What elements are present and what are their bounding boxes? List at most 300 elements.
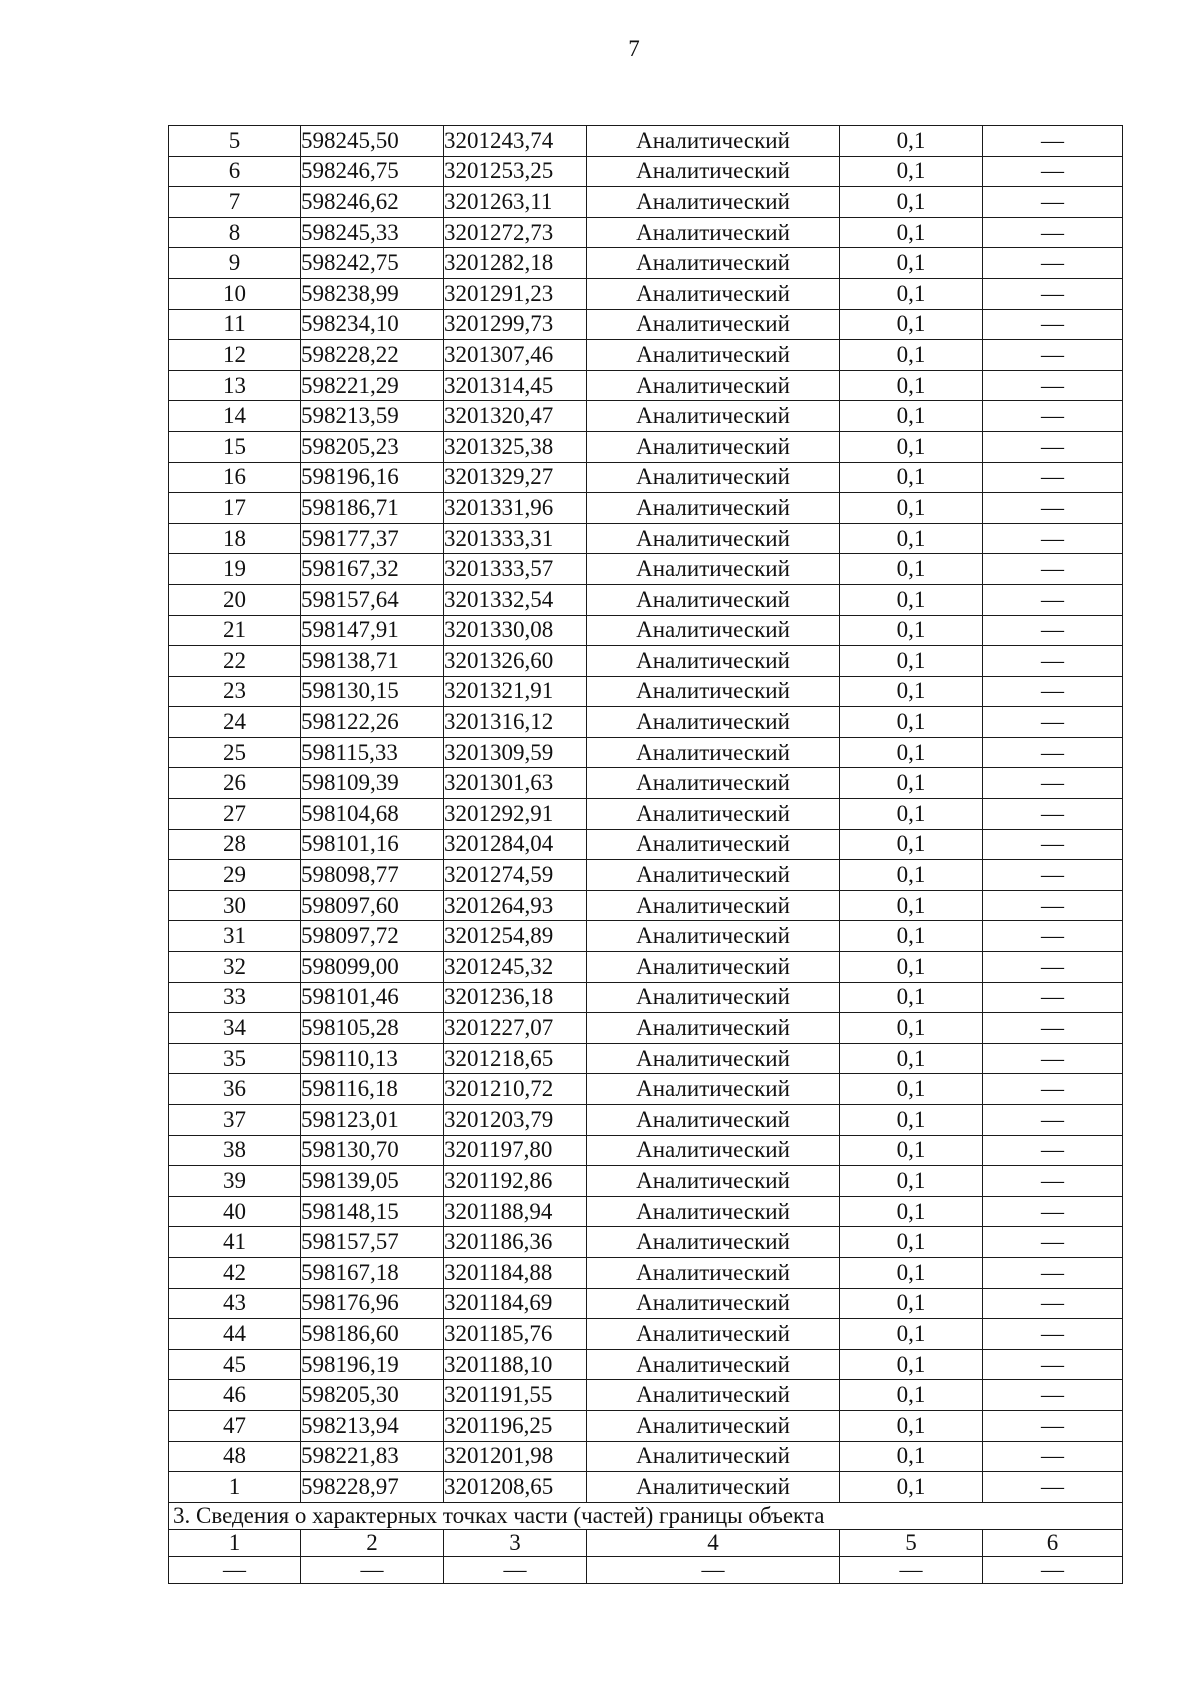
precision-cell: 0,1 [840,1013,983,1044]
precision-cell: 0,1 [840,156,983,187]
point-number-cell: 43 [169,1288,301,1319]
description-cell: — [983,1380,1123,1411]
table-row [169,187,1123,218]
coord-x-cell: 598245,33 [301,217,444,248]
method-cell: Аналитический [587,646,840,677]
table-row [169,1441,1123,1472]
point-number-cell: 38 [169,1135,301,1166]
method-cell: Аналитический [587,1288,840,1319]
table-row [169,370,1123,401]
point-number-cell: 35 [169,1043,301,1074]
coord-x-cell: 598242,75 [301,248,444,279]
description-cell: — [983,248,1123,279]
precision-cell: 0,1 [840,1135,983,1166]
description-cell: — [983,1410,1123,1441]
coord-x-cell: 598101,46 [301,982,444,1013]
coord-x-cell: 598130,15 [301,676,444,707]
table-row [169,1227,1123,1258]
table-row [169,1105,1123,1136]
description-cell: — [983,829,1123,860]
method-cell: Аналитический [587,126,840,157]
description-cell: — [983,768,1123,799]
table-row [169,523,1123,554]
coord-y-cell: 3201196,25 [444,1410,587,1441]
description-cell: — [983,1013,1123,1044]
coord-y-cell: 3201188,10 [444,1349,587,1380]
description-cell: — [983,431,1123,462]
coord-x-cell: 598098,77 [301,860,444,891]
description-cell: — [983,126,1123,157]
coord-y-cell: 3201218,65 [444,1043,587,1074]
coord-y-cell: 3201333,57 [444,554,587,585]
description-cell: — [983,584,1123,615]
coord-y-cell: 3201197,80 [444,1135,587,1166]
method-cell: Аналитический [587,799,840,830]
coord-x-cell: 598205,23 [301,431,444,462]
coord-y-cell: 3201332,54 [444,584,587,615]
description-cell: — [983,554,1123,585]
table-row [169,1135,1123,1166]
table-row [169,768,1123,799]
method-cell: Аналитический [587,370,840,401]
header-cell-5: 5 [840,1529,983,1556]
coord-y-cell: 3201326,60 [444,646,587,677]
description-cell: — [983,401,1123,432]
table-row [169,1013,1123,1044]
coord-x-cell: 598228,22 [301,340,444,371]
precision-cell: 0,1 [840,707,983,738]
coord-y-cell: 3201203,79 [444,1105,587,1136]
point-number-cell: 13 [169,370,301,401]
method-cell: Аналитический [587,1227,840,1258]
coord-y-cell: 3201325,38 [444,431,587,462]
table-row [169,890,1123,921]
description-cell: — [983,493,1123,524]
table-row [169,982,1123,1013]
coord-x-cell: 598213,94 [301,1410,444,1441]
coord-y-cell: 3201284,04 [444,829,587,860]
method-cell: Аналитический [587,1043,840,1074]
point-number-cell: 19 [169,554,301,585]
precision-cell: 0,1 [840,921,983,952]
method-cell: Аналитический [587,493,840,524]
description-cell: — [983,278,1123,309]
precision-cell: 0,1 [840,278,983,309]
precision-cell: 0,1 [840,799,983,830]
description-cell: — [983,187,1123,218]
precision-cell: 0,1 [840,584,983,615]
coord-y-cell: 3201227,07 [444,1013,587,1044]
coord-x-cell: 598196,19 [301,1349,444,1380]
table-row [169,707,1123,738]
coord-y-cell: 3201292,91 [444,799,587,830]
precision-cell: 0,1 [840,676,983,707]
coord-x-cell: 598177,37 [301,523,444,554]
description-cell: — [983,952,1123,983]
description-cell: — [983,1227,1123,1258]
precision-cell: 0,1 [840,1105,983,1136]
point-number-cell: 47 [169,1410,301,1441]
coord-y-cell: 3201272,73 [444,217,587,248]
header-cell-6: 6 [983,1529,1123,1556]
point-number-cell: 6 [169,156,301,187]
point-number-cell: 30 [169,890,301,921]
point-number-cell: 10 [169,278,301,309]
precision-cell: 0,1 [840,1166,983,1197]
coord-y-cell: 3201309,59 [444,737,587,768]
coord-x-cell: 598097,60 [301,890,444,921]
coord-x-cell: 598099,00 [301,952,444,983]
point-number-cell: 20 [169,584,301,615]
point-number-cell: 11 [169,309,301,340]
precision-cell: 0,1 [840,187,983,218]
precision-cell: 0,1 [840,1074,983,1105]
coord-x-cell: 598104,68 [301,799,444,830]
method-cell: Аналитический [587,248,840,279]
precision-cell: 0,1 [840,1227,983,1258]
point-number-cell: 16 [169,462,301,493]
point-number-cell: 27 [169,799,301,830]
method-cell: Аналитический [587,187,840,218]
coord-y-cell: 3201253,25 [444,156,587,187]
point-number-cell: 21 [169,615,301,646]
precision-cell: 0,1 [840,401,983,432]
point-number-cell: 25 [169,737,301,768]
precision-cell: 0,1 [840,1472,983,1503]
table-row [169,584,1123,615]
description-cell: — [983,217,1123,248]
point-number-cell: 40 [169,1196,301,1227]
precision-cell: 0,1 [840,1319,983,1350]
coord-x-cell: 598246,75 [301,156,444,187]
coord-y-cell: 3201333,31 [444,523,587,554]
coord-x-cell: 598115,33 [301,737,444,768]
precision-cell: 0,1 [840,1043,983,1074]
method-cell: Аналитический [587,156,840,187]
table-row [169,1410,1123,1441]
method-cell: Аналитический [587,1135,840,1166]
precision-cell: 0,1 [840,890,983,921]
method-cell: Аналитический [587,462,840,493]
coordinates-table [168,125,1123,1584]
point-number-cell: 39 [169,1166,301,1197]
method-cell: Аналитический [587,1013,840,1044]
method-cell: Аналитический [587,1380,840,1411]
coord-y-cell: 3201316,12 [444,707,587,738]
section-3-title: 3. Сведения о характерных точках части (частей) границы объекта [169,1502,1123,1529]
coord-y-cell: 3201320,47 [444,401,587,432]
coord-y-cell: 3201330,08 [444,615,587,646]
description-cell: — [983,646,1123,677]
description-cell: — [983,860,1123,891]
coordinates-table-body [169,126,1123,1503]
table-row [169,248,1123,279]
method-cell: Аналитический [587,1105,840,1136]
table-row [169,462,1123,493]
precision-cell: 0,1 [840,860,983,891]
precision-cell: 0,1 [840,431,983,462]
coord-x-cell: 598176,96 [301,1288,444,1319]
header-cell-1: 1 [169,1529,301,1556]
method-cell: Аналитический [587,1349,840,1380]
coord-x-cell: 598122,26 [301,707,444,738]
method-cell: Аналитический [587,737,840,768]
coord-x-cell: 598238,99 [301,278,444,309]
coord-y-cell: 3201243,74 [444,126,587,157]
table-row [169,431,1123,462]
point-number-cell: 29 [169,860,301,891]
table-row [169,676,1123,707]
precision-cell: 0,1 [840,523,983,554]
method-cell: Аналитический [587,768,840,799]
precision-cell: 0,1 [840,1410,983,1441]
precision-cell: 0,1 [840,615,983,646]
coord-x-cell: 598130,70 [301,1135,444,1166]
table-row [169,493,1123,524]
precision-cell: 0,1 [840,462,983,493]
method-cell: Аналитический [587,921,840,952]
method-cell: Аналитический [587,1074,840,1105]
method-cell: Аналитический [587,952,840,983]
coord-y-cell: 3201201,98 [444,1441,587,1472]
precision-cell: 0,1 [840,1288,983,1319]
method-cell: Аналитический [587,1410,840,1441]
coord-x-cell: 598138,71 [301,646,444,677]
precision-cell: 0,1 [840,1257,983,1288]
coord-x-cell: 598139,05 [301,1166,444,1197]
coord-y-cell: 3201192,86 [444,1166,587,1197]
precision-cell: 0,1 [840,370,983,401]
coord-y-cell: 3201184,69 [444,1288,587,1319]
method-cell: Аналитический [587,554,840,585]
method-cell: Аналитический [587,615,840,646]
point-number-cell: 36 [169,1074,301,1105]
coord-x-cell: 598167,18 [301,1257,444,1288]
coord-x-cell: 598246,62 [301,187,444,218]
method-cell: Аналитический [587,982,840,1013]
section-3-block [169,1502,1123,1583]
description-cell: — [983,1166,1123,1197]
precision-cell: 0,1 [840,1380,983,1411]
precision-cell: 0,1 [840,646,983,677]
point-number-cell: 12 [169,340,301,371]
precision-cell: 0,1 [840,829,983,860]
coord-y-cell: 3201210,72 [444,1074,587,1105]
point-number-cell: 45 [169,1349,301,1380]
coord-x-cell: 598101,16 [301,829,444,860]
description-cell: — [983,1105,1123,1136]
table-row [169,1288,1123,1319]
method-cell: Аналитический [587,278,840,309]
method-cell: Аналитический [587,1196,840,1227]
description-cell: — [983,462,1123,493]
description-cell: — [983,676,1123,707]
point-number-cell: 41 [169,1227,301,1258]
method-cell: Аналитический [587,1441,840,1472]
table-row [169,309,1123,340]
table-row [169,860,1123,891]
table-row [169,156,1123,187]
description-cell: — [983,1074,1123,1105]
description-cell: — [983,707,1123,738]
description-cell: — [983,1441,1123,1472]
point-number-cell: 1 [169,1472,301,1503]
coord-y-cell: 3201314,45 [444,370,587,401]
precision-cell: 0,1 [840,952,983,983]
precision-cell: 0,1 [840,737,983,768]
point-number-cell: 15 [169,431,301,462]
method-cell: Аналитический [587,1166,840,1197]
coord-y-cell: 3201301,63 [444,768,587,799]
method-cell: Аналитический [587,401,840,432]
description-cell: — [983,523,1123,554]
point-number-cell: 34 [169,1013,301,1044]
coord-y-cell: 3201274,59 [444,860,587,891]
coord-x-cell: 598123,01 [301,1105,444,1136]
coord-y-cell: 3201299,73 [444,309,587,340]
point-number-cell: 28 [169,829,301,860]
method-cell: Аналитический [587,860,840,891]
table-row [169,401,1123,432]
value-cell-6: — [983,1556,1123,1583]
method-cell: Аналитический [587,309,840,340]
coord-x-cell: 598097,72 [301,921,444,952]
point-number-cell: 26 [169,768,301,799]
precision-cell: 0,1 [840,126,983,157]
coord-y-cell: 3201282,18 [444,248,587,279]
header-cell-2: 2 [301,1529,444,1556]
method-cell: Аналитический [587,829,840,860]
table-row [169,829,1123,860]
description-cell: — [983,737,1123,768]
table-row [169,1319,1123,1350]
description-cell: — [983,982,1123,1013]
description-cell: — [983,1196,1123,1227]
coord-y-cell: 3201185,76 [444,1319,587,1350]
method-cell: Аналитический [587,1319,840,1350]
coord-y-cell: 3201254,89 [444,921,587,952]
table-row [169,615,1123,646]
table-row [169,217,1123,248]
table-row [169,278,1123,309]
description-cell: — [983,1135,1123,1166]
coord-y-cell: 3201264,93 [444,890,587,921]
table-row [169,1257,1123,1288]
point-number-cell: 46 [169,1380,301,1411]
point-number-cell: 9 [169,248,301,279]
table-row [169,1074,1123,1105]
table-row [169,1380,1123,1411]
coord-y-cell: 3201331,96 [444,493,587,524]
point-number-cell: 5 [169,126,301,157]
description-cell: — [983,1349,1123,1380]
value-cell-1: — [169,1556,301,1583]
page-number: 7 [628,36,640,61]
table-row [169,799,1123,830]
precision-cell: 0,1 [840,248,983,279]
table-row [169,126,1123,157]
value-cell-3: — [444,1556,587,1583]
table-row [169,1043,1123,1074]
description-cell: — [983,1288,1123,1319]
coord-x-cell: 598234,10 [301,309,444,340]
table-row [169,737,1123,768]
point-number-cell: 7 [169,187,301,218]
coord-x-cell: 598105,28 [301,1013,444,1044]
coord-x-cell: 598157,64 [301,584,444,615]
coord-y-cell: 3201263,11 [444,187,587,218]
coord-y-cell: 3201321,91 [444,676,587,707]
coord-x-cell: 598213,59 [301,401,444,432]
method-cell: Аналитический [587,523,840,554]
method-cell: Аналитический [587,340,840,371]
coord-y-cell: 3201236,18 [444,982,587,1013]
coord-x-cell: 598109,39 [301,768,444,799]
description-cell: — [983,1043,1123,1074]
precision-cell: 0,1 [840,1349,983,1380]
method-cell: Аналитический [587,676,840,707]
point-number-cell: 48 [169,1441,301,1472]
point-number-cell: 42 [169,1257,301,1288]
precision-cell: 0,1 [840,309,983,340]
precision-cell: 0,1 [840,340,983,371]
point-number-cell: 33 [169,982,301,1013]
point-number-cell: 44 [169,1319,301,1350]
description-cell: — [983,156,1123,187]
table-row [169,952,1123,983]
description-cell: — [983,921,1123,952]
value-cell-2: — [301,1556,444,1583]
precision-cell: 0,1 [840,554,983,585]
table-row [169,646,1123,677]
coord-x-cell: 598196,16 [301,462,444,493]
coord-y-cell: 3201291,23 [444,278,587,309]
description-cell: — [983,799,1123,830]
coord-x-cell: 598221,29 [301,370,444,401]
precision-cell: 0,1 [840,768,983,799]
point-number-cell: 31 [169,921,301,952]
method-cell: Аналитический [587,584,840,615]
coord-x-cell: 598221,83 [301,1441,444,1472]
table-row [169,921,1123,952]
coord-y-cell: 3201186,36 [444,1227,587,1258]
coord-x-cell: 598157,57 [301,1227,444,1258]
method-cell: Аналитический [587,431,840,462]
coord-x-cell: 598205,30 [301,1380,444,1411]
method-cell: Аналитический [587,1472,840,1503]
precision-cell: 0,1 [840,1196,983,1227]
point-number-cell: 32 [169,952,301,983]
point-number-cell: 8 [169,217,301,248]
coord-x-cell: 598167,32 [301,554,444,585]
coord-y-cell: 3201245,32 [444,952,587,983]
precision-cell: 0,1 [840,493,983,524]
coord-x-cell: 598148,15 [301,1196,444,1227]
description-cell: — [983,309,1123,340]
coord-x-cell: 598186,71 [301,493,444,524]
section-3-header-row [169,1529,1123,1556]
method-cell: Аналитический [587,890,840,921]
point-number-cell: 24 [169,707,301,738]
coord-x-cell: 598147,91 [301,615,444,646]
method-cell: Аналитический [587,217,840,248]
table-row [169,340,1123,371]
coord-x-cell: 598116,18 [301,1074,444,1105]
description-cell: — [983,615,1123,646]
point-number-cell: 17 [169,493,301,524]
point-number-cell: 22 [169,646,301,677]
method-cell: Аналитический [587,1257,840,1288]
